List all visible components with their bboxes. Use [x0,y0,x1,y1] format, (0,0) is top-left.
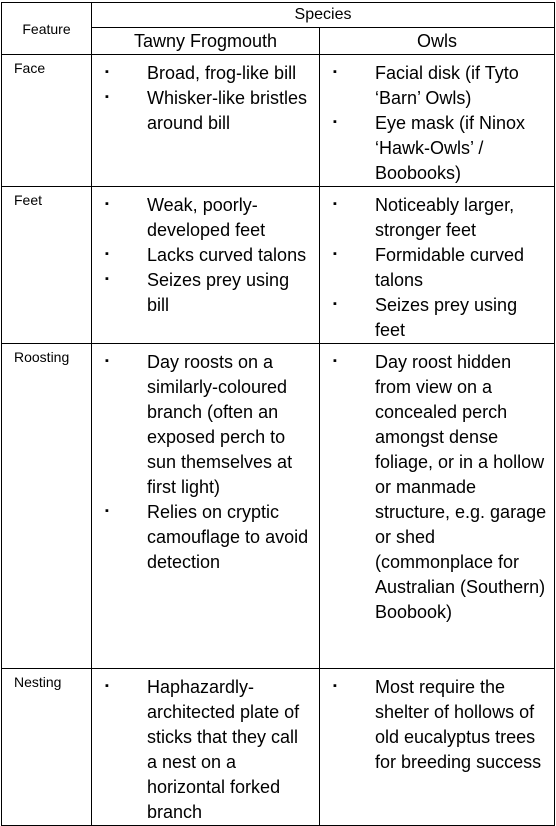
row-face [2,55,555,187]
comparison-table [1,2,555,826]
header-feature: Feature [2,3,92,55]
list-item: ▪ Facial disk (if Tyto ‘Barn’ Owls) [333,63,519,108]
row-feet [2,187,555,344]
header-tawny-frogmouth: Tawny Frogmouth [92,28,320,55]
bullet-icon: ▪ [105,680,109,692]
feature-cell: Feet [2,187,92,344]
header-species: Species [92,3,555,28]
header-owls: Owls [320,28,555,55]
bullet-icon: ▪ [105,505,109,517]
bullet-icon: ▪ [333,680,337,692]
owls-cell [320,669,555,826]
bullet-icon: ▪ [105,91,109,103]
bullet-icon: ▪ [333,298,337,310]
list-item: ▪ Noticeably larger, stronger feet [333,195,515,240]
list-item: ▪ Eye mask (if Ninox ‘Hawk-Owls’ / Boobooks) [333,113,526,183]
bullet-icon: ▪ [333,116,337,128]
bullet-icon: ▪ [333,66,337,78]
list-item: ▪ Weak, poorly-developed feet [105,195,266,240]
list-item: ▪ Broad, frog-like bill [105,63,297,83]
list-item: ▪ Most require the shelter of hollows of old eucalyptus trees for breeding success [333,677,542,772]
owls-cell [320,55,555,187]
list-item: ▪ Lacks curved talons [105,245,307,265]
feature-cell: Face [2,55,92,187]
list-item: ▪ Seizes prey using bill [105,270,290,315]
list-item: ▪ Day roost hidden from view on a concealed perch amongst dense foliage, or in a hollow or manmade structure, e.g. garage or shed (commonplace for Australian (Southern) Boobook) [333,352,547,622]
list-item: ▪ Formidable curved talons [333,245,525,290]
row-nesting [2,669,555,826]
bullet-icon: ▪ [333,198,337,210]
list-item: ▪ Relies on cryptic camouflage to avoid detection [105,502,309,572]
list-item: ▪ Haphazardly-architected plate of sticks that they call a nest on a horizontal forked branch [105,677,300,822]
frogmouth-cell [92,669,320,826]
list-item: ▪ Seizes prey using feet [333,295,518,340]
feature-cell: Roosting [2,344,92,669]
frogmouth-cell [92,55,320,187]
owls-cell [320,344,555,669]
owls-cell [320,187,555,344]
bullet-icon: ▪ [105,248,109,260]
bullet-icon: ▪ [333,355,337,367]
bullet-icon: ▪ [105,355,109,367]
bullet-icon: ▪ [333,248,337,260]
bullet-icon: ▪ [105,66,109,78]
bullet-icon: ▪ [105,198,109,210]
list-item: ▪ Whisker-like bristles around bill [105,88,308,133]
feature-cell: Nesting [2,669,92,826]
row-roosting [2,344,555,669]
list-item: ▪ Day roosts on a similarly-coloured branch (often an exposed perch to sun themselves at first light) [105,352,293,497]
bullet-icon: ▪ [105,273,109,285]
frogmouth-cell [92,344,320,669]
frogmouth-cell [92,187,320,344]
